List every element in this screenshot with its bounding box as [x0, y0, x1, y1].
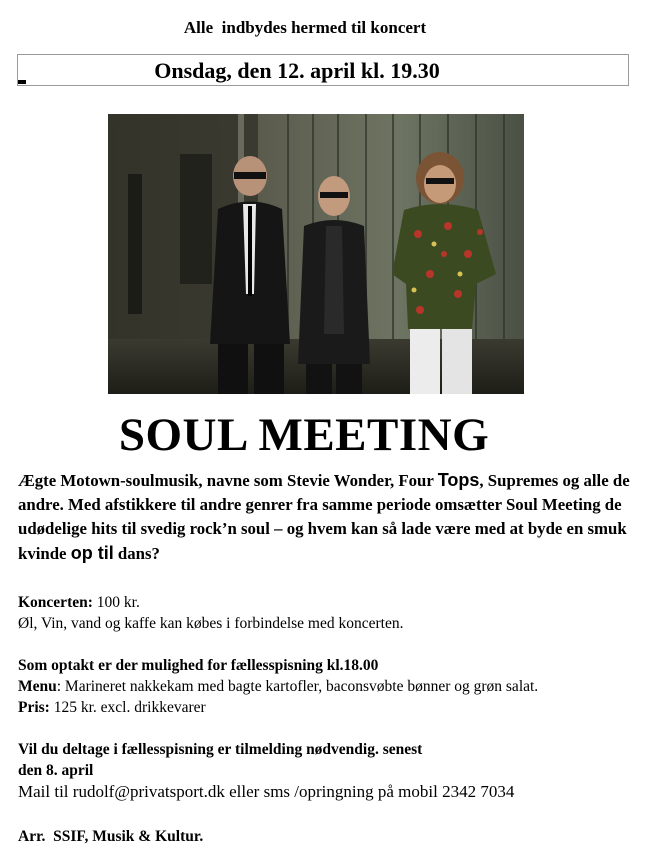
menu-label: Menu	[18, 678, 57, 695]
description-part3: dans?	[113, 544, 160, 563]
menu-text: : Marineret nakkekam med bagte kartofler, baconsvøbte bønner og grøn salat.	[56, 678, 539, 695]
menu-line	[18, 676, 648, 697]
concert-info	[18, 592, 648, 634]
dinner-info	[18, 655, 648, 718]
description-tops: Tops	[437, 470, 480, 490]
concert-price: 100 kr.	[92, 594, 140, 611]
price-label: Pris:	[18, 699, 50, 716]
concert-date: Onsdag, den 12. april kl. 19.30	[154, 58, 440, 83]
band-description	[18, 468, 648, 566]
price-text: 125 kr. excl. drikkevarer	[49, 699, 206, 716]
concert-label: Koncerten:	[18, 594, 93, 611]
invite-heading: Alle indbydes hermed til koncert	[183, 18, 427, 37]
signup-info	[18, 739, 648, 802]
band-photo	[108, 114, 524, 394]
description-part1: Ægte Motown-soulmusik, navne som Stevie Wonder, Four	[18, 471, 438, 490]
organizer: Arr. SSIF, Musik & Kultur.	[18, 828, 204, 845]
concert-price-line	[18, 592, 648, 613]
price-line	[18, 697, 648, 718]
signup-deadline: den 8. april	[18, 762, 94, 779]
signup-line1: Vil du deltage i fællesspisning er tilmelding nødvendig. senest	[18, 741, 423, 758]
description-part2: , Supremes og alle de andre. Med afstikkere til andre genrer fra samme periode omsætter Soul Meeting de udødelige hits til svedig rock’n soul – og hvem kan så lade være med at byde en smuk kvinde	[18, 471, 630, 563]
description-op-til: op til	[70, 543, 114, 563]
drinks-note: Øl, Vin, vand og kaffe kan købes i forbindelse med koncerten.	[18, 615, 404, 632]
contact-line: Mail til rudolf@privatsport.dk eller sms /opringning på mobil 2342 7034	[18, 782, 515, 801]
band-name-title: SOUL MEETING	[118, 409, 490, 461]
dinner-heading: Som optakt er der mulighed for fællesspisning kl.18.00	[18, 657, 379, 674]
